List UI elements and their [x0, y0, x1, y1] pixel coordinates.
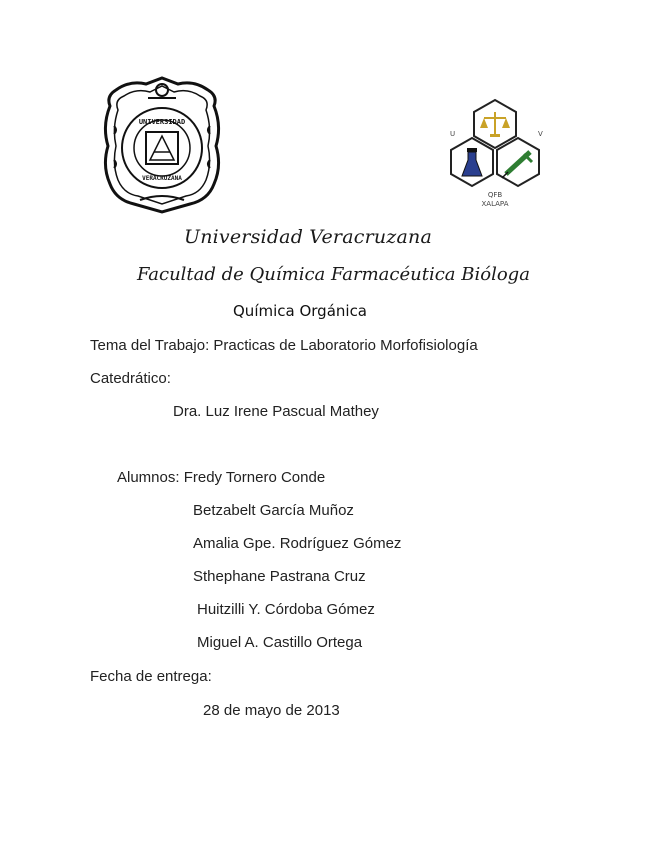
date-value: 28 de mayo de 2013 [203, 702, 340, 719]
teacher-label: Catedrático: [90, 370, 171, 387]
students-label: Alumnos: Fredy Tornero Conde [117, 469, 326, 486]
qfb-letter-u: U [450, 130, 456, 138]
student-name: Miguel A. Castillo Ortega [197, 634, 363, 651]
topic-line: Tema del Trabajo: Practicas de Laboratorio Morfofisiología [90, 337, 478, 354]
subject-title: Química Orgánica [233, 302, 368, 320]
qfb-caption-2: XALAPA [481, 200, 509, 208]
qfb-caption-1: QFB [487, 191, 503, 199]
svg-text:VERACRUZANA: VERACRUZANA [142, 175, 182, 182]
teacher-name: Dra. Luz Irene Pascual Mathey [173, 403, 379, 420]
university-name: Universidad Veracruzana [184, 226, 433, 248]
student-name: Betzabelt García Muñoz [193, 502, 354, 519]
qfb-letter-v: V [538, 130, 543, 138]
qfb-xalapa-logo [440, 98, 550, 212]
student-name: Sthephane Pastrana Cruz [193, 568, 366, 585]
faculty-name: Facultad de Química Farmacéutica Bióloga [137, 264, 530, 285]
uv-seal-logo [100, 76, 224, 214]
date-label: Fecha de entrega: [90, 668, 212, 685]
student-name: Huitzilli Y. Córdoba Gómez [197, 601, 375, 618]
svg-text:UNIVERSIDAD: UNIVERSIDAD [138, 118, 186, 126]
student-name: Amalia Gpe. Rodríguez Gómez [193, 535, 402, 552]
